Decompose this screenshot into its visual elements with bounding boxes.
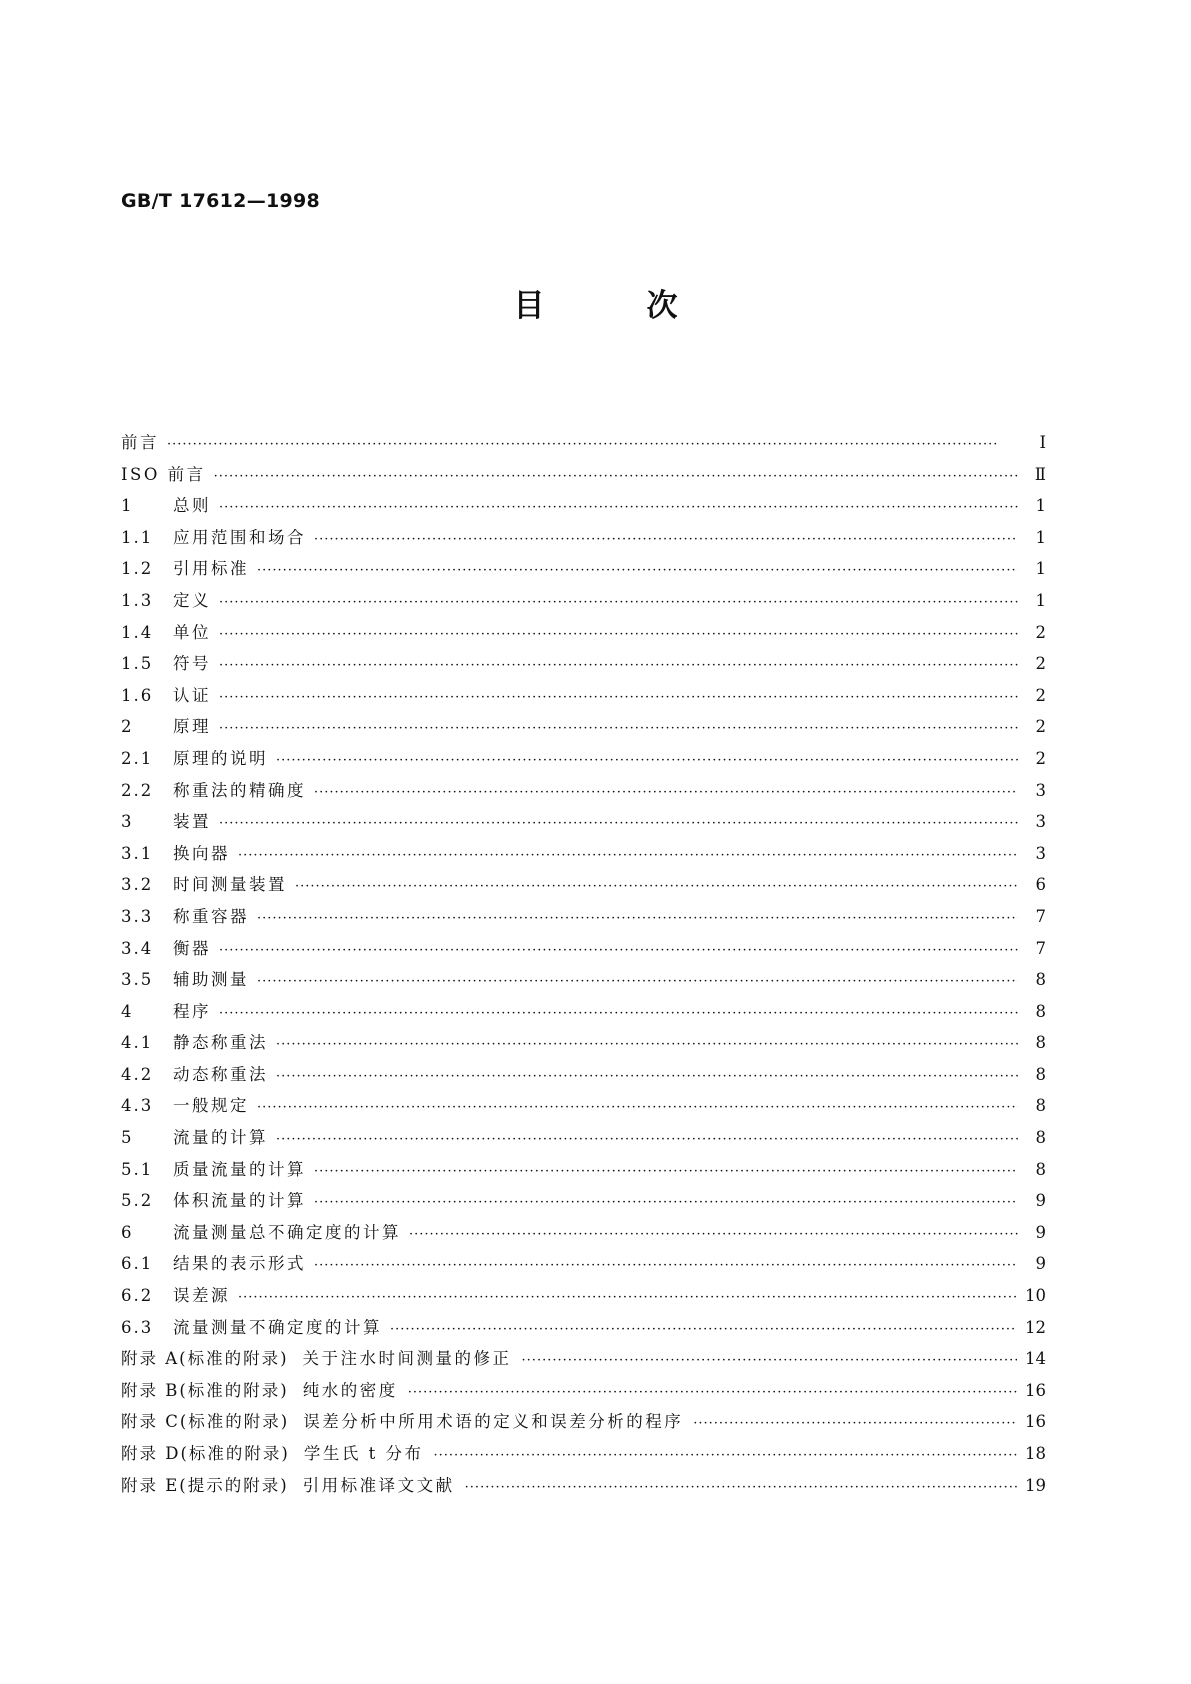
- dot-leader: [276, 1132, 1018, 1147]
- toc-entry-number: 1.3: [121, 590, 154, 610]
- toc-entry: [121, 682, 1046, 714]
- toc-appendix-entry: [121, 1440, 1046, 1472]
- toc-entry: [121, 1156, 1046, 1188]
- title-char-2: 次: [646, 288, 678, 324]
- toc-entry-label: 静态称重法: [173, 1033, 268, 1053]
- toc-entry-number: 3: [121, 812, 134, 832]
- dot-leader: [219, 500, 1018, 515]
- dot-leader: [522, 1353, 1017, 1368]
- toc-entry-number: 4.1: [121, 1033, 154, 1053]
- dot-leader: [295, 879, 1018, 894]
- dot-leader: [390, 1322, 1017, 1337]
- toc-entry-page: 1: [1035, 559, 1046, 579]
- appendix-page: 14: [1025, 1349, 1046, 1369]
- toc-entry-number: 6: [121, 1222, 134, 1242]
- appendix-page: 16: [1025, 1380, 1046, 1400]
- toc-appendix-entry: [121, 1472, 1046, 1504]
- toc-entry-page: 1: [1035, 527, 1046, 547]
- appendix-label: 附录 B(标准的附录): [121, 1380, 289, 1400]
- dot-leader: [219, 595, 1018, 610]
- dot-leader: [433, 1448, 1017, 1463]
- toc-entry-label: 定义: [173, 590, 211, 610]
- toc-entry-page: 7: [1035, 938, 1046, 958]
- toc-entry-label: 一般规定: [173, 1096, 249, 1116]
- toc-entry-label: 衡器: [173, 938, 211, 958]
- toc-entry-label: 程序: [173, 1001, 211, 1021]
- toc-entry-number: 1.2: [121, 559, 154, 579]
- appendix-page: 18: [1025, 1444, 1046, 1463]
- title-char-1: 目: [513, 288, 545, 324]
- toc-entry-label: 称重容器: [173, 906, 249, 926]
- toc-entry: [121, 1250, 1046, 1282]
- toc-entry: [121, 492, 1046, 524]
- toc-entry: [121, 998, 1046, 1030]
- dot-leader: [238, 848, 1018, 863]
- toc-entry-page: 8: [1035, 970, 1046, 990]
- toc-entry-label: 误差源: [173, 1286, 230, 1306]
- appendix-title: 纯水的密度: [302, 1380, 398, 1400]
- toc-entry-page: 8: [1035, 1001, 1046, 1021]
- toc-entry: [121, 966, 1046, 998]
- toc-entry-number: 3.1: [121, 843, 154, 863]
- toc-entry-number: 5: [121, 1128, 134, 1148]
- toc-entry: [121, 777, 1046, 809]
- toc-entry-label: 认证: [173, 685, 211, 705]
- toc-entry-page: 2: [1035, 622, 1046, 642]
- toc-entry-number: 1: [121, 496, 134, 516]
- table-of-contents: [121, 429, 1046, 1503]
- toc-entry-page: 3: [1035, 780, 1046, 800]
- dot-leader: [257, 563, 1018, 578]
- toc-entry-page: 2: [1035, 654, 1046, 674]
- toc-appendix-entry: [121, 1345, 1046, 1377]
- toc-entry-label: 换向器: [173, 843, 230, 863]
- toc-entry: [121, 840, 1046, 872]
- toc-entry-number: 6.1: [121, 1254, 154, 1274]
- dot-leader: [238, 1290, 1017, 1305]
- appendix-label: 附录 A(标准的附录): [121, 1349, 289, 1369]
- toc-entry: [121, 1314, 1046, 1346]
- dot-leader: [408, 1385, 1017, 1400]
- toc-entry: [121, 555, 1046, 587]
- toc-entry-page: 8: [1035, 1064, 1046, 1084]
- toc-entry-label: 符号: [173, 654, 211, 674]
- toc-entry-label: 原理: [173, 717, 211, 737]
- toc-entry-number: 3.4: [121, 938, 154, 958]
- toc-entry-number: 2: [121, 717, 134, 737]
- appendix-title: 学生氏 t 分布: [303, 1444, 424, 1463]
- dot-leader: [219, 627, 1018, 642]
- toc-entry-label: 体积流量的计算: [173, 1191, 306, 1211]
- dot-leader: [167, 437, 1018, 452]
- toc-entry-label: 质量流量的计算: [173, 1159, 306, 1179]
- toc-entry-number: 3.2: [121, 875, 154, 895]
- toc-entry-number: 3.5: [121, 970, 154, 990]
- toc-entry-number: 3.3: [121, 906, 154, 926]
- toc-entry: [121, 1092, 1046, 1124]
- dot-leader: [276, 1069, 1018, 1084]
- dot-leader: [314, 785, 1018, 800]
- toc-entry-page: Ⅰ: [1039, 433, 1046, 452]
- toc-entry: [121, 871, 1046, 903]
- page-title: [0, 280, 1191, 325]
- toc-entry-label: 装置: [173, 812, 211, 832]
- toc-entry: [121, 619, 1046, 651]
- toc-entry: [121, 1061, 1046, 1093]
- toc-entry: [121, 1219, 1046, 1251]
- toc-entry-label: 结果的表示形式: [173, 1254, 306, 1274]
- toc-appendix-entry: [121, 1408, 1046, 1440]
- toc-entry-page: 9: [1035, 1191, 1046, 1211]
- toc-entry-page: 2: [1035, 717, 1046, 737]
- toc-entry-number: 1.5: [121, 654, 154, 674]
- toc-entry-page: 3: [1035, 843, 1046, 863]
- toc-entry-label: 单位: [173, 622, 211, 642]
- toc-entry-number: 4.3: [121, 1096, 154, 1116]
- toc-entry-label: 前言: [121, 433, 159, 452]
- dot-leader: [693, 1416, 1017, 1431]
- dot-leader: [314, 1195, 1018, 1210]
- appendix-title: 误差分析中所用术语的定义和误差分析的程序: [303, 1412, 684, 1432]
- toc-entry-number: 4.2: [121, 1064, 154, 1084]
- toc-entry-page: 8: [1035, 1128, 1046, 1148]
- toc-entry-page: 10: [1025, 1286, 1046, 1306]
- toc-entry-label: 引用标准: [173, 559, 249, 579]
- dot-leader: [257, 1100, 1018, 1115]
- toc-entry-page: 1: [1035, 496, 1046, 516]
- appendix-title: 关于注水时间测量的修正: [302, 1349, 512, 1369]
- toc-entry-number: 2.1: [121, 748, 154, 768]
- toc-entry-label: 流量测量不确定度的计算: [173, 1317, 382, 1337]
- toc-entry-label: 应用范围和场合: [173, 527, 306, 547]
- toc-appendix-entry: [121, 1377, 1046, 1409]
- toc-entry-label: 称重法的精确度: [173, 780, 306, 800]
- appendix-page: 16: [1025, 1412, 1046, 1432]
- appendix-label: 附录 C(标准的附录): [121, 1412, 290, 1432]
- dot-leader: [219, 1006, 1018, 1021]
- dot-leader: [276, 1037, 1018, 1052]
- toc-entry-number: 4: [121, 1001, 134, 1021]
- document-id: GB/T 17612—1998: [121, 190, 321, 212]
- toc-entry: [121, 1187, 1046, 1219]
- dot-leader: [465, 1480, 1017, 1495]
- toc-entry: [121, 650, 1046, 682]
- toc-entry-number: 5.2: [121, 1191, 154, 1211]
- dot-leader: [219, 943, 1018, 958]
- toc-entry-page: 2: [1035, 685, 1046, 705]
- toc-entry-number: 6.3: [121, 1317, 154, 1337]
- toc-entry-label: 动态称重法: [173, 1064, 268, 1084]
- toc-entry-page: Ⅱ: [1034, 464, 1046, 484]
- toc-entry-label: 流量的计算: [173, 1128, 268, 1148]
- dot-leader: [219, 721, 1018, 736]
- toc-entry: [121, 587, 1046, 619]
- toc-entry-number: 2.2: [121, 780, 154, 800]
- toc-entry-page: 1: [1035, 590, 1046, 610]
- toc-entry-label: 原理的说明: [173, 748, 268, 768]
- toc-entry: [121, 524, 1046, 556]
- dot-leader: [257, 974, 1018, 989]
- appendix-label: 附录 E(提示的附录): [121, 1475, 289, 1495]
- dot-leader: [219, 690, 1018, 705]
- toc-entry-page: 9: [1035, 1222, 1046, 1242]
- toc-entry-number: 1.4: [121, 622, 154, 642]
- dot-leader: [409, 1227, 1018, 1242]
- toc-entry-page: 8: [1035, 1159, 1046, 1179]
- toc-entry: [121, 903, 1046, 935]
- toc-entry-number: 1.6: [121, 685, 154, 705]
- appendix-label: 附录 D(标准的附录): [121, 1444, 290, 1463]
- toc-entry: [121, 1029, 1046, 1061]
- toc-entry-page: 9: [1035, 1254, 1046, 1274]
- dot-leader: [257, 911, 1018, 926]
- toc-entry-number: 5.1: [121, 1159, 154, 1179]
- toc-entry-page: 7: [1035, 906, 1046, 926]
- dot-leader: [219, 816, 1018, 831]
- toc-entry: [121, 1124, 1046, 1156]
- dot-leader: [219, 658, 1018, 673]
- toc-entry-page: 2: [1035, 748, 1046, 768]
- dot-leader: [314, 532, 1018, 547]
- toc-entry: [121, 808, 1046, 840]
- dot-leader: [314, 1258, 1018, 1273]
- dot-leader: [314, 1164, 1018, 1179]
- toc-entry-page: 8: [1035, 1033, 1046, 1053]
- toc-entry-label: ISO 前言: [121, 464, 206, 484]
- toc-entry-label: 辅助测量: [173, 970, 249, 990]
- toc-entry-number: 1.1: [121, 527, 154, 547]
- toc-entry: [121, 935, 1046, 967]
- toc-entry: [121, 713, 1046, 745]
- toc-entry-number: 6.2: [121, 1286, 154, 1306]
- toc-entry: [121, 461, 1046, 493]
- toc-entry-page: 3: [1035, 812, 1046, 832]
- dot-leader: [214, 469, 1018, 484]
- appendix-page: 19: [1025, 1475, 1046, 1495]
- toc-entry: [121, 745, 1046, 777]
- toc-entry-page: 12: [1025, 1317, 1046, 1337]
- toc-entry-label: 流量测量总不确定度的计算: [173, 1222, 401, 1242]
- toc-entry: [121, 1282, 1046, 1314]
- appendix-title: 引用标准译文文献: [302, 1475, 455, 1495]
- toc-entry-page: 6: [1035, 875, 1046, 895]
- toc-entry-page: 8: [1035, 1096, 1046, 1116]
- toc-entry: [121, 429, 1046, 461]
- toc-entry-label: 总则: [173, 496, 211, 516]
- toc-entry-label: 时间测量装置: [173, 875, 287, 895]
- dot-leader: [276, 753, 1018, 768]
